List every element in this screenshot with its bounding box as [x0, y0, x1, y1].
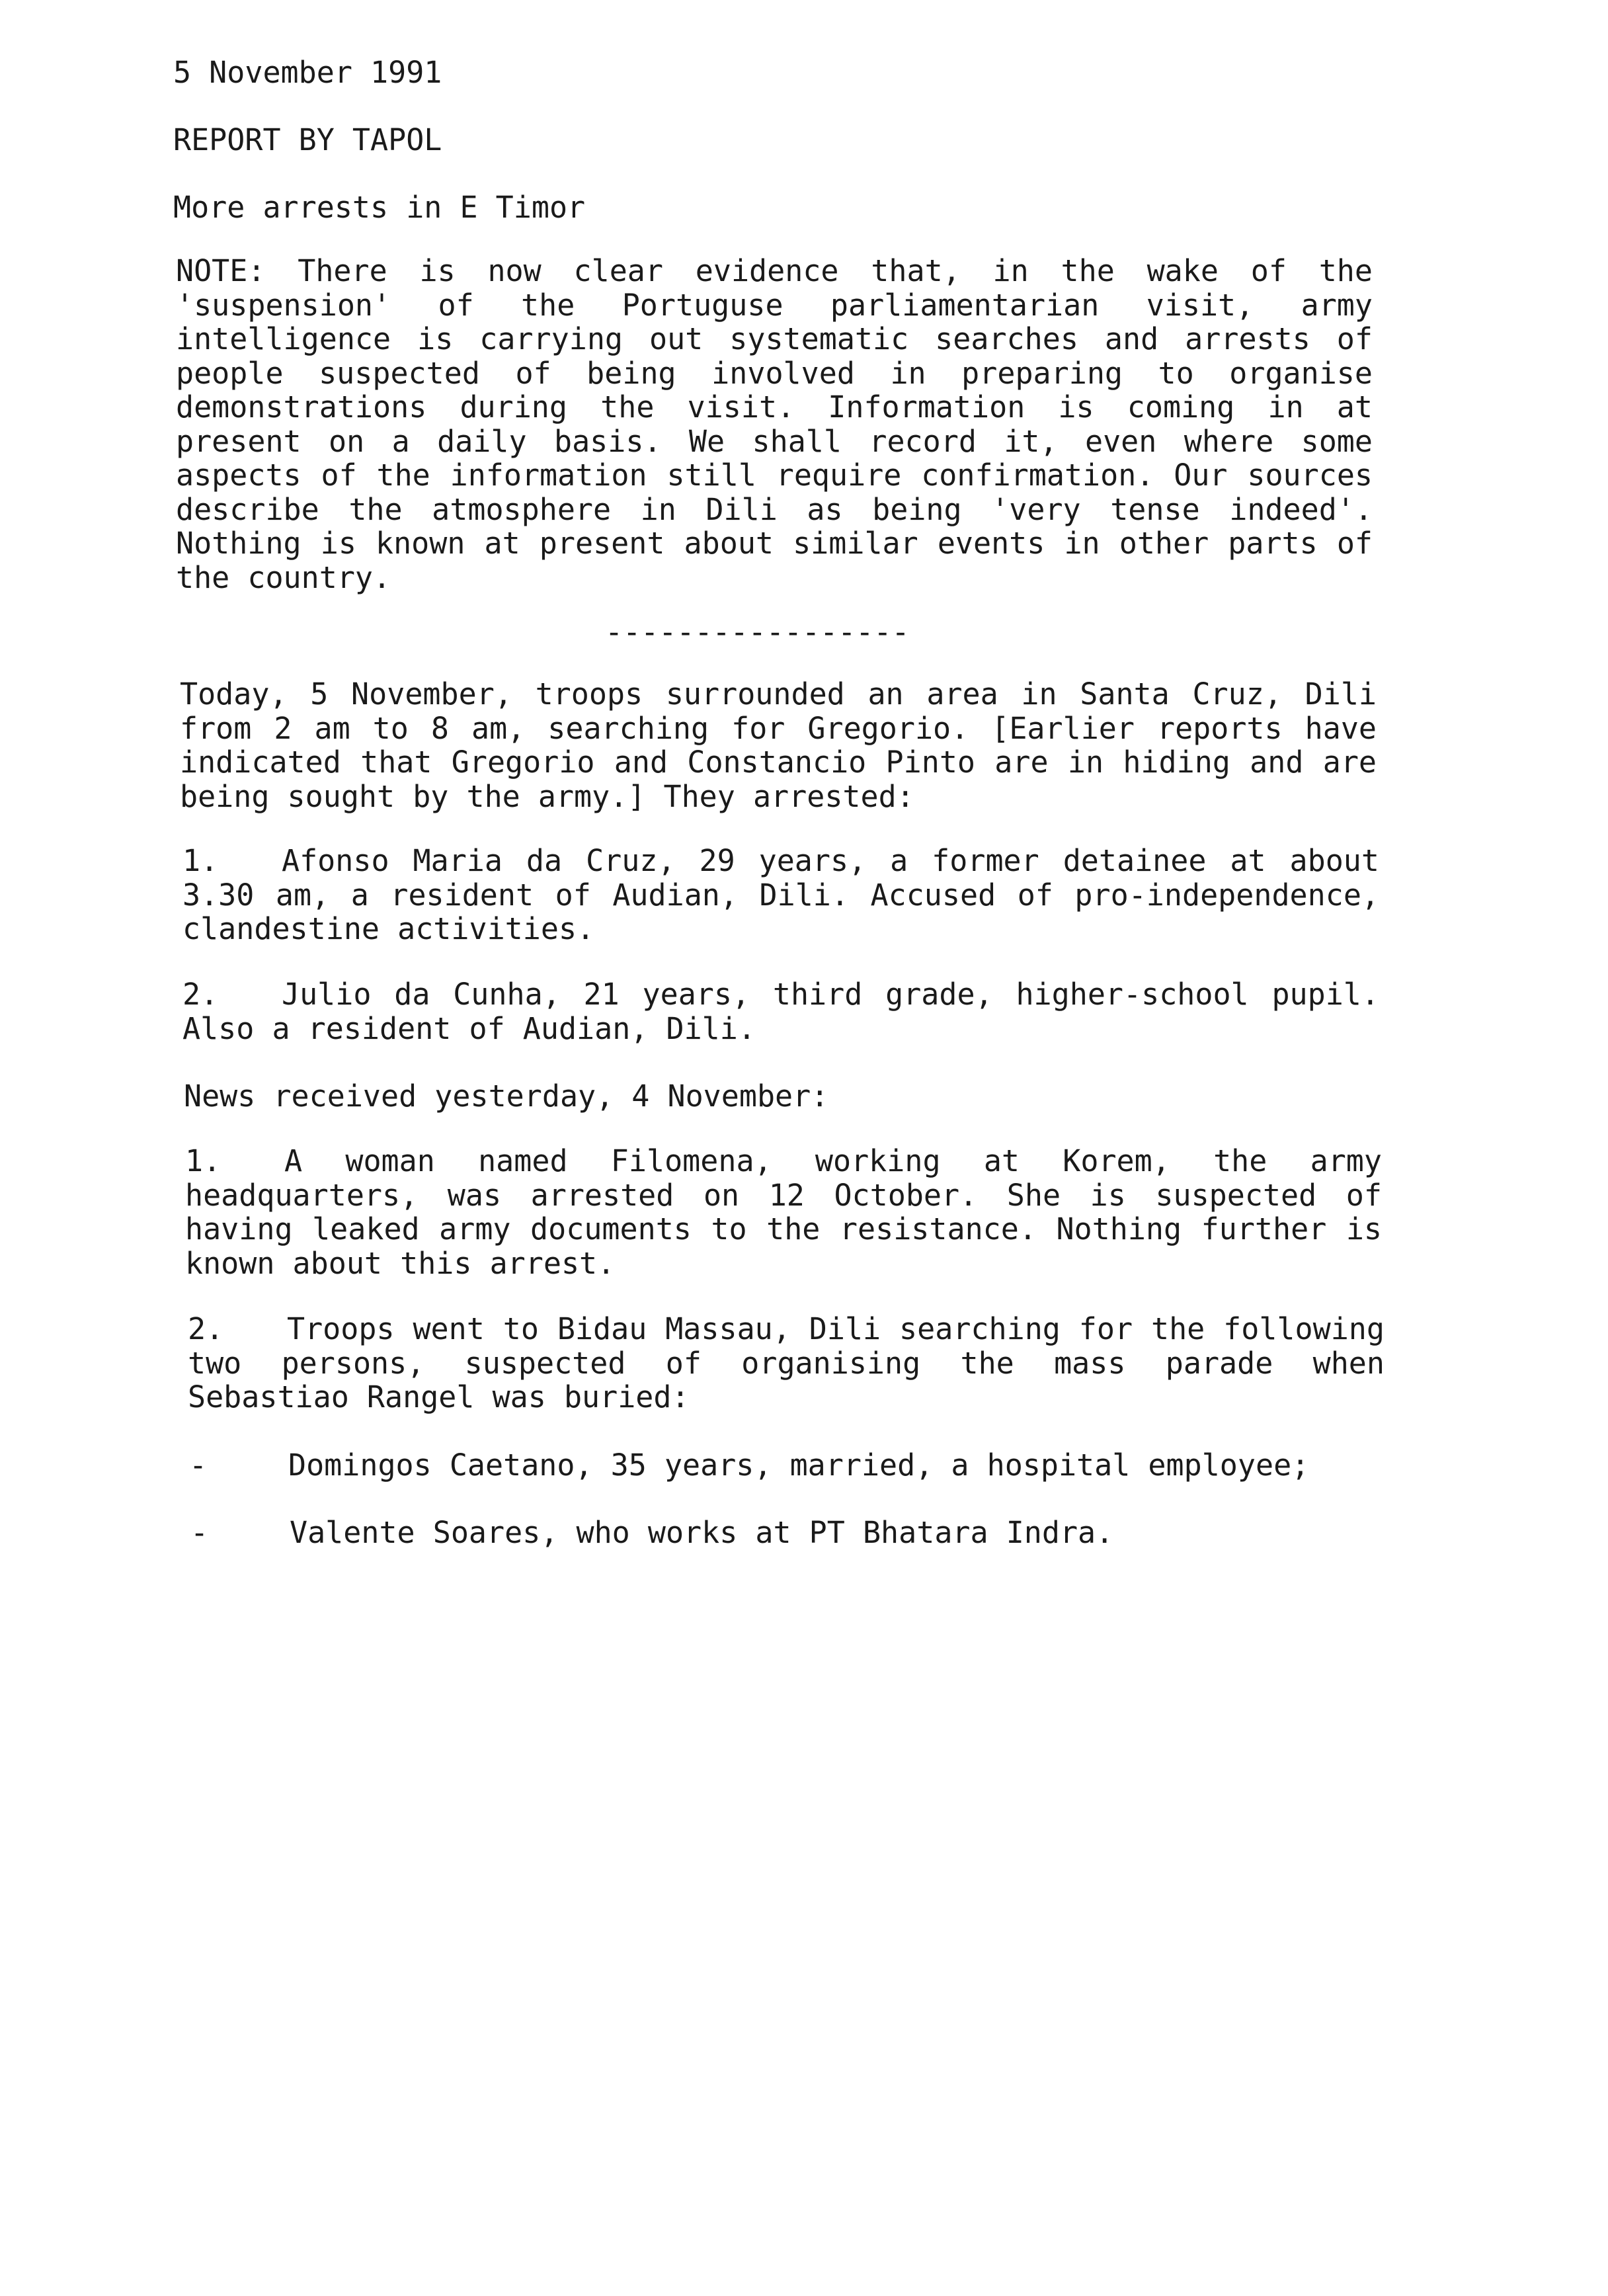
today-arrest-item-1 [182, 844, 1379, 946]
item-number: 1. [182, 843, 219, 878]
item-text: Troops went to Bidau Massau, Dili searching for the following two persons, suspected of organising the mass parade when Sebastiao Rangel was buried: [188, 1311, 1385, 1414]
wanted-person-2 [190, 1516, 1387, 1550]
document-date: 5 November 1991 [173, 55, 442, 90]
item-number: 2. [182, 977, 219, 1012]
today-intro-paragraph: Today, 5 November, troops surrounded an area in Santa Cruz, Dili from 2 am to 8 am, searching for Gregorio. [Earlier reports have indicated that Gregorio and Constancio Pinto are in hiding and are being sought by the army.] They arrested: [180, 676, 1377, 814]
yesterday-item-1 [185, 1144, 1382, 1280]
item-text: Afonso Maria da Cruz, 29 years, a former detainee at about 3.30 am, a resident of Audian, Dili. Accused of pro-independence, clandestine activities. [182, 843, 1379, 946]
today-arrest-item-2 [182, 977, 1379, 1046]
wanted-person-1 [189, 1448, 1386, 1483]
person-text: Domingos Caetano, 35 years, married, a hospital employee; [288, 1448, 1310, 1483]
item-number: 2. [188, 1311, 224, 1346]
report-by-line: REPORT BY TAPOL [173, 122, 442, 157]
yesterday-intro: News received yesterday, 4 November: [184, 1079, 829, 1114]
document-title: More arrests in E Timor [173, 190, 586, 225]
dash-bullet: - [190, 1515, 209, 1550]
item-text: A woman named Filomena, working at Korem, the army headquarters, was arrested on 12 October. She is suspected of having leaked army documents to the resistance. Nothing further is known about this arrest. [185, 1143, 1382, 1281]
section-divider: ----------------- [605, 614, 910, 649]
yesterday-item-2 [188, 1312, 1385, 1414]
dash-bullet: - [189, 1448, 208, 1483]
item-text: Julio da Cunha, 21 years, third grade, higher-school pupil. Also a resident of Audian, Dili. [182, 977, 1379, 1046]
person-text: Valente Soares, who works at PT Bhatara Indra. [290, 1515, 1114, 1550]
item-number: 1. [185, 1143, 221, 1178]
note-paragraph: NOTE: There is now clear evidence that, in the wake of the 'suspension' of the Portuguse parliamentarian visit, army intelligence is carrying out systematic searches and arrests of people suspected of being involved in preparing to organise demonstrations during the visit. Information is coming in at present on a daily basis. We shall record it, even where some aspects of the information still require confirmation. Our sources describe the atmosphere in Dili as being 'very tense indeed'. Nothing is known at present about similar events in other parts of the country. [176, 253, 1373, 595]
